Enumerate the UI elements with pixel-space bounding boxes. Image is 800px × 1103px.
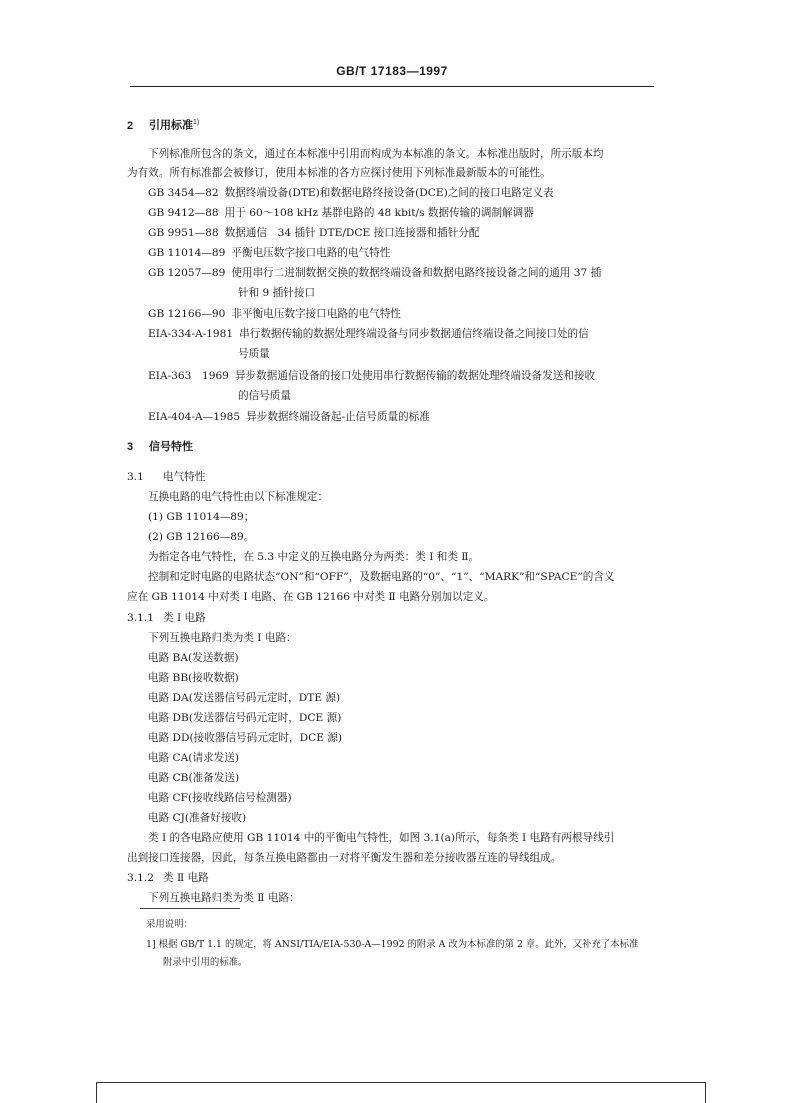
reference-title: 数据通信 34 插针 DTE/DCE 接口连接器和插针分配 — [224, 227, 480, 239]
subsection-title: 类 Ⅰ 电路 — [163, 612, 206, 624]
header-rule — [130, 86, 654, 87]
section-2-heading — [127, 116, 199, 133]
reference-item — [148, 266, 601, 280]
subsection-number: 3.1.2 — [127, 872, 154, 884]
section-title: 引用标准 — [149, 119, 193, 132]
body-line: (1) GB 11014—89； — [148, 511, 255, 523]
page-header-standard-number: GB/T 17183—1997 — [336, 64, 448, 78]
footnote-line-1: 1] 根据 GB/T 1.1 的规定，将 ANSI/TIA/EIA-530-A—1992 的附录 A 改为本标准的第 2 章。此外，又补充了本标准 — [146, 939, 639, 950]
subsection-3-1-1-heading — [127, 611, 206, 625]
reference-item — [148, 410, 430, 424]
footnote-line-2: 附录中引用的标准。 — [163, 957, 248, 968]
reference-code: GB 3454—82 — [148, 187, 219, 199]
circuit-list-item: 电路 CA(请求发送) — [148, 752, 239, 764]
section-number: 2 — [127, 119, 134, 132]
reference-title: 非平衡电压数字接口电路的电气特性 — [231, 308, 401, 320]
reference-item — [148, 206, 534, 220]
circuit-list-item: 电路 DA(发送器信号码元定时，DTE 源) — [148, 692, 341, 704]
circuit-list-item: 电路 DD(接收器信号码元定时，DCE 源) — [148, 732, 343, 744]
circuit-list-item: 电路 DB(发送器信号码元定时，DCE 源) — [148, 712, 342, 724]
bottom-frame — [96, 1082, 706, 1103]
body-line: 为指定各电气特性，在 5.3 中定义的互换电路分为两类：类 Ⅰ 和类 Ⅱ。 — [148, 551, 480, 563]
footnote-mark: 1) — [193, 119, 200, 126]
reference-title: 串行数据传输的数据处理终端设备与同步数据通信终端设备之间接口处的信 — [239, 328, 589, 340]
circuit-list-item: 电路 BA(发送数据) — [148, 652, 239, 664]
footnote-rule — [140, 908, 240, 909]
section-number: 3 — [127, 441, 134, 453]
circuit-list-item: 电路 CB(准备发送) — [148, 772, 240, 784]
reference-title: 数据终端设备(DTE)和数据电路终接设备(DCE)之间的接口电路定义表 — [224, 187, 554, 199]
reference-item — [148, 307, 401, 321]
section-2-intro-line-2: 为有效。所有标准都会被修订，使用本标准的各方应探讨使用下列标准最新版本的可能性。 — [127, 167, 551, 179]
circuit-list-item: 电路 CF(接收线路信号检测器) — [148, 792, 292, 804]
reference-title: 使用串行二进制数据交换的数据终端设备和数据电路终接设备之间的通用 37 插 — [231, 267, 602, 279]
body-line: 控制和定时电路的电路状态“ON”和“OFF”，及数据电路的“0”、“1”、“MARK”和“SPACE”的含义 — [148, 571, 615, 583]
subsection-3-1-2-heading — [127, 871, 209, 885]
subsection-3-1-heading — [127, 470, 205, 484]
reference-code: EIA-404-A—1985 — [148, 411, 241, 423]
circuit-list-item: 电路 CJ(准备好接收) — [148, 812, 247, 824]
reference-code: EIA-334-A-1981 — [148, 328, 234, 340]
reference-title: 异步数据终端设备起-止信号质量的标准 — [246, 411, 430, 423]
body-line: 互换电路的电气特性由以下标准规定： — [148, 491, 329, 503]
reference-item — [148, 186, 554, 200]
reference-title: 用于 60～108 kHz 基群电路的 48 kbit/s 数据传输的调制解调器 — [224, 207, 534, 219]
reference-code: GB 11014—89 — [148, 247, 226, 259]
reference-continuation: 针和 9 插针接口 — [238, 287, 316, 299]
body-line: 应在 GB 11014 中对类 Ⅰ 电路、在 GB 12166 中对类 Ⅱ 电路分别加以定义。 — [127, 591, 495, 603]
subsection-number: 3.1.1 — [127, 612, 154, 624]
reference-continuation: 号质量 — [238, 348, 270, 360]
reference-item — [148, 226, 480, 240]
reference-title: 平衡电压数字接口电路的电气特性 — [231, 247, 391, 259]
reference-code: GB 12166—90 — [148, 308, 226, 320]
body-line: 下列互换电路归类为类 Ⅰ 电路： — [148, 632, 297, 644]
body-line: 出到接口连接器，因此，每条互换电路都由一对将平衡发生器和差分接收器互连的导线组成。 — [127, 852, 562, 864]
reference-code: GB 12057—89 — [148, 267, 226, 279]
reference-item — [148, 369, 595, 383]
body-line: 下列互换电路归类为类 Ⅱ 电路： — [148, 892, 300, 904]
section-2-intro-line-1: 下列标准所包含的条文，通过在本标准中引用而构成为本标准的条文。本标准出版时，所示版本均 — [148, 148, 604, 160]
reference-item — [148, 327, 589, 341]
section-3-heading — [127, 440, 193, 454]
body-line: 类 Ⅰ 的各电路应使用 GB 11014 中的平衡电气特性，如图 3.1(a)所示，每条类 Ⅰ 电路有两根导线引 — [148, 832, 615, 844]
reference-code: GB 9412—88 — [148, 207, 219, 219]
reference-continuation: 的信号质量 — [238, 390, 291, 402]
footnote-heading: 采用说明： — [146, 919, 193, 930]
subsection-number: 3.1 — [127, 471, 144, 483]
reference-title: 异步数据通信设备的接口处使用串行数据传输的数据处理终端设备发送和接收 — [234, 370, 596, 382]
subsection-title: 类 Ⅱ 电路 — [163, 872, 209, 884]
reference-code: EIA-363 1969 — [148, 370, 229, 382]
body-line: (2) GB 12166—89。 — [148, 531, 255, 543]
reference-code: GB 9951—88 — [148, 227, 219, 239]
subsection-title: 电气特性 — [163, 471, 206, 483]
section-title: 信号特性 — [149, 441, 193, 453]
reference-item — [148, 246, 390, 260]
circuit-list-item: 电路 BB(接收数据) — [148, 672, 239, 684]
